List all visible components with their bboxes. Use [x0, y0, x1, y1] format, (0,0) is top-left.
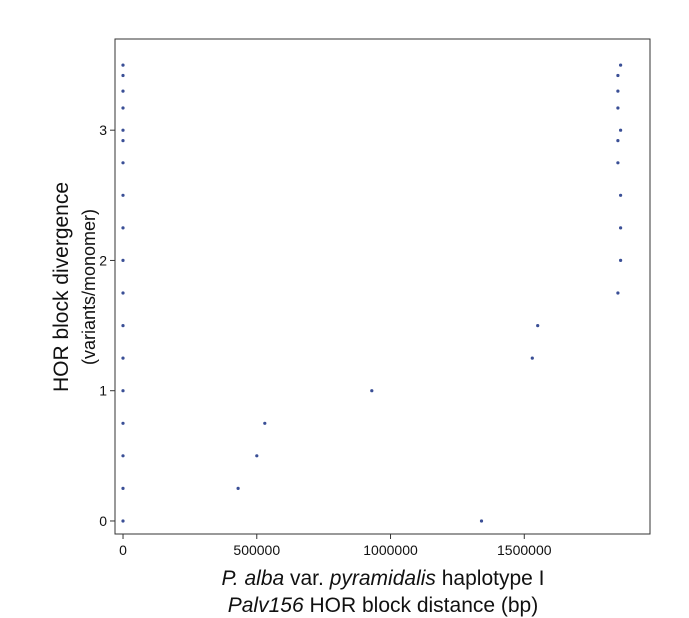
data-point-25 [531, 357, 534, 360]
data-point-34 [121, 519, 124, 522]
data-point-8 [121, 129, 124, 132]
x-axis-title-line1: P. alba var. pyramidalis haplotype I [221, 567, 545, 590]
x-tick-label-0: 0 [119, 542, 127, 558]
data-point-0 [121, 64, 124, 67]
data-point-31 [255, 454, 258, 457]
y-tick-label-1: 1 [99, 382, 107, 399]
y-tick-label-3: 3 [99, 122, 107, 139]
data-point-28 [121, 422, 124, 425]
data-point-18 [121, 259, 124, 262]
data-point-2 [121, 74, 124, 77]
x-tick-label-3: 1500000 [497, 542, 552, 558]
data-point-32 [121, 487, 124, 490]
data-point-24 [121, 357, 124, 360]
data-point-5 [616, 90, 619, 93]
y-tick-label-2: 2 [99, 252, 107, 269]
data-point-1 [619, 64, 622, 67]
y-axis-title-line2: (variants/monomer) [79, 208, 99, 366]
data-point-16 [121, 226, 124, 229]
data-point-4 [121, 90, 124, 93]
data-point-26 [121, 389, 124, 392]
x-axis-ticks [119, 534, 552, 558]
data-point-35 [480, 519, 483, 522]
data-point-9 [619, 129, 622, 132]
data-point-10 [121, 139, 124, 142]
data-point-23 [536, 324, 539, 327]
data-point-3 [616, 74, 619, 77]
plot-panel [115, 39, 650, 534]
data-point-21 [616, 291, 619, 294]
data-point-15 [619, 194, 622, 197]
data-point-30 [121, 454, 124, 457]
data-point-12 [121, 161, 124, 164]
data-point-20 [121, 291, 124, 294]
data-point-33 [237, 487, 240, 490]
data-point-27 [370, 389, 373, 392]
data-point-14 [121, 194, 124, 197]
data-point-22 [121, 324, 124, 327]
data-point-17 [619, 226, 622, 229]
x-tick-label-2: 1000000 [363, 542, 418, 558]
x-axis-title-line2: Palv156 HOR block distance (bp) [227, 594, 539, 617]
data-point-7 [616, 106, 619, 109]
data-point-19 [619, 259, 622, 262]
data-point-13 [616, 161, 619, 164]
data-point-6 [121, 106, 124, 109]
x-tick-label-1: 500000 [233, 542, 281, 558]
data-point-11 [616, 139, 619, 142]
data-point-29 [263, 422, 266, 425]
y-axis-title-line1: HOR block divergence [50, 181, 73, 393]
y-axis-ticks [99, 122, 115, 529]
y-tick-label-0: 0 [99, 512, 107, 529]
